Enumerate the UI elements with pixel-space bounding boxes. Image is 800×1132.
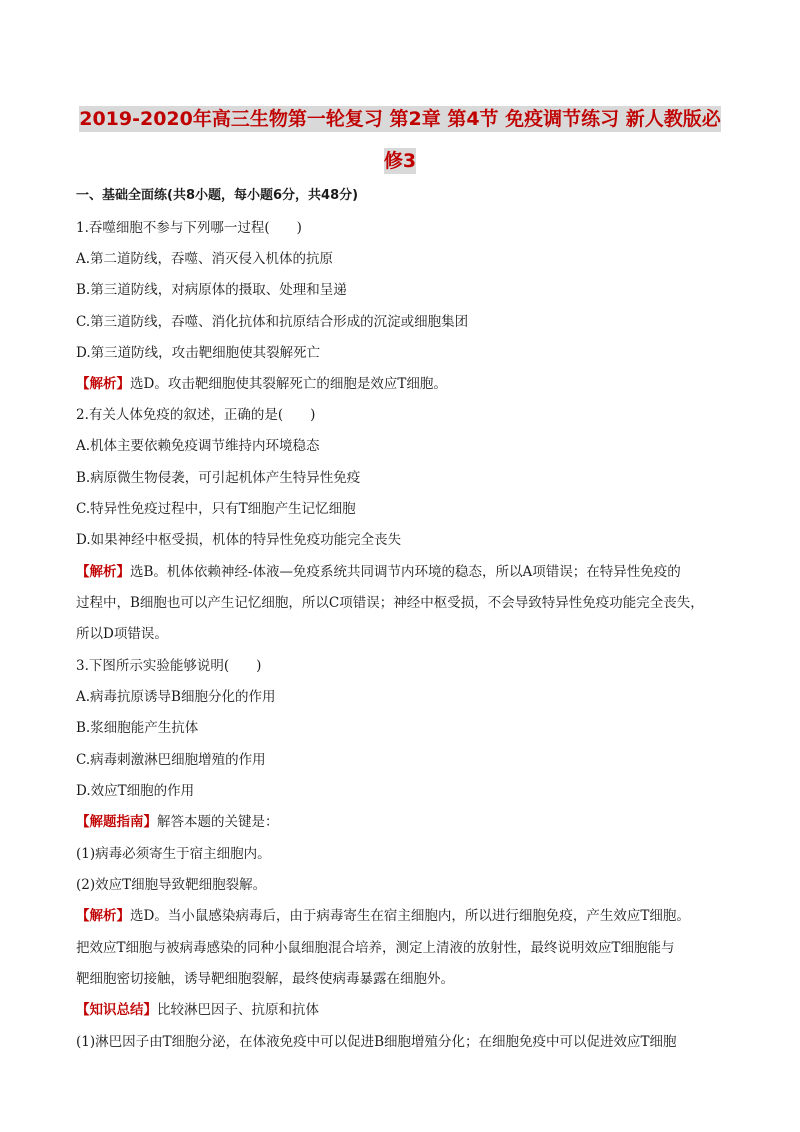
q3-option-b: B.浆细胞能产生抗体 bbox=[76, 720, 199, 736]
q3-analysis-line-3: 靶细胞密切接触，诱导靶细胞裂解，最终使病毒暴露在细胞外。 bbox=[76, 971, 454, 987]
q3-analysis bbox=[76, 907, 736, 925]
q3-option-d: D.效应T细胞的作用 bbox=[76, 783, 195, 799]
analysis-tag: 【解析】 bbox=[76, 564, 130, 580]
q3-guide bbox=[76, 813, 736, 831]
q2-option-b: B.病原微生物侵袭，可引起机体产生特异性免疫 bbox=[76, 470, 361, 486]
q1-option-c: C.第三道防线，吞噬、消化抗体和抗原结合形成的沉淀或细胞集团 bbox=[76, 314, 469, 330]
document-title-line-2: 修3 bbox=[383, 150, 417, 172]
analysis-tag: 【解析】 bbox=[76, 376, 130, 392]
q1-option-b: B.第三道防线，对病原体的摄取、处理和呈递 bbox=[76, 282, 347, 298]
q3-summary-text: 比较淋巴因子、抗原和抗体 bbox=[157, 1002, 319, 1018]
q3-summary bbox=[76, 1001, 736, 1019]
q3-analysis-text: 选D。当小鼠感染病毒后，由于病毒寄生在宿主细胞内，所以进行细胞免疫，产生效应T细胞。 bbox=[130, 908, 690, 924]
q2-analysis-line-3: 所以D项错误。 bbox=[76, 626, 168, 642]
section-heading: 一、基础全面练(共8小题，每小题6分，共48分) bbox=[76, 188, 359, 203]
q3-guide-text: 解答本题的关键是： bbox=[157, 814, 279, 830]
q3-guide-point-1: (1)病毒必须寄生于宿主细胞内。 bbox=[76, 846, 271, 862]
q3-option-c: C.病毒刺激淋巴细胞增殖的作用 bbox=[76, 752, 266, 768]
q3-stem: 3.下图所示实验能够说明( ) bbox=[76, 658, 262, 674]
analysis-tag: 【解析】 bbox=[76, 908, 130, 924]
q2-analysis bbox=[76, 563, 736, 581]
q2-stem: 2.有关人体免疫的叙述，正确的是( ) bbox=[76, 407, 316, 423]
q3-guide-point-2: (2)效应T细胞导致靶细胞裂解。 bbox=[76, 877, 267, 893]
q1-option-a: A.第二道防线，吞噬、消灭侵入机体的抗原 bbox=[76, 251, 334, 267]
guide-tag: 【解题指南】 bbox=[76, 814, 157, 830]
q2-analysis-line-2: 过程中，B细胞也可以产生记忆细胞，所以C项错误；神经中枢受损，不会导致特异性免疫功能完全丧失， bbox=[76, 595, 704, 611]
q3-summary-point-1: (1)淋巴因子由T细胞分泌，在体液免疫中可以促进B细胞增殖分化；在细胞免疫中可以促进效应T细胞 bbox=[76, 1034, 677, 1050]
q2-option-c: C.特异性免疫过程中，只有T细胞产生记忆细胞 bbox=[76, 501, 356, 517]
q1-option-d: D.第三道防线，攻击靶细胞使其裂解死亡 bbox=[76, 345, 321, 361]
q3-option-a: A.病毒抗原诱导B细胞分化的作用 bbox=[76, 689, 276, 705]
document-title-line-1: 2019-2020年高三生物第一轮复习 第2章 第4节 免疫调节练习 新人教版必 bbox=[79, 108, 721, 130]
summary-tag: 【知识总结】 bbox=[76, 1002, 157, 1018]
q1-analysis bbox=[76, 375, 736, 393]
q2-analysis-text: 选B。机体依赖神经-体液—免疫系统共同调节内环境的稳态，所以A项错误；在特异性免疫的 bbox=[130, 564, 681, 580]
q3-analysis-line-2: 把效应T细胞与被病毒感染的同种小鼠细胞混合培养，测定上清液的放射性，最终说明效应T细胞能与 bbox=[76, 940, 675, 956]
q2-option-a: A.机体主要依赖免疫调节维持内环境稳态 bbox=[76, 438, 320, 454]
q1-stem: 1.吞噬细胞不参与下列哪一过程( ) bbox=[76, 220, 302, 236]
q2-option-d: D.如果神经中枢受损，机体的特异性免疫功能完全丧失 bbox=[76, 532, 402, 548]
q1-analysis-text: 选D。攻击靶细胞使其裂解死亡的细胞是效应T细胞。 bbox=[130, 376, 447, 392]
